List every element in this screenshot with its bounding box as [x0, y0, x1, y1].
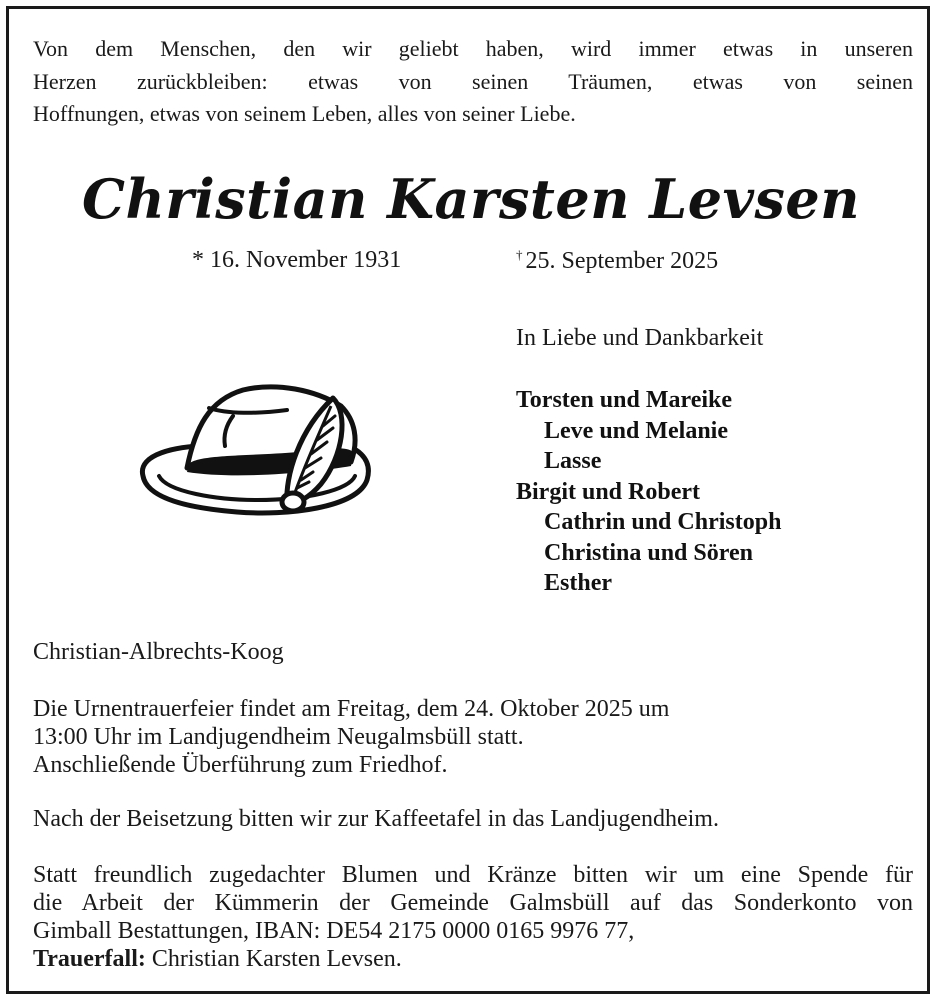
family-list	[516, 385, 781, 599]
family-member: Lasse	[544, 448, 602, 474]
coffee-notice: Nach der Beisetzung bitten wir zur Kaffeetafel in das Landjugendheim.	[33, 806, 719, 832]
birth-symbol: *	[192, 247, 204, 273]
ceremony-line: 13:00 Uhr im Landjugendheim Neugalmsbüll statt.	[33, 724, 524, 750]
quote-line: Hoffnungen, etwas von seinem Leben, alles von seiner Liebe.	[33, 101, 576, 126]
thanks-line: In Liebe und Dankbarkeit	[516, 325, 764, 351]
family-member: Leve und Melanie	[544, 417, 728, 444]
donation-line: die Arbeit der Kümmerin der Gemeinde Galmsbüll auf das Sonderkonto von	[33, 890, 913, 916]
donation-line: Gimball Bestattungen, IBAN: DE54 2175 0000 0165 9976 77,	[33, 918, 635, 944]
ceremony-line: Anschließende Überführung zum Friedhof.	[33, 752, 448, 778]
ceremony-notice	[33, 695, 913, 779]
birth-date	[192, 247, 401, 274]
obituary-frame	[6, 6, 930, 994]
ceremony-line: Die Urnentrauerfeier findet am Freitag, dem 24. Oktober 2025 um	[33, 696, 670, 722]
donation-line: Statt freundlich zugedachter Blumen und Kränze bitten wir um eine Spende für	[33, 862, 913, 888]
case-label: Trauerfall:	[33, 946, 146, 972]
family-member: Christina und Sören	[544, 539, 753, 566]
quote-line: Herzen zurückbleiben: etwas von seinen Träumen, etwas von seinen	[33, 68, 913, 94]
family-member: Esther	[544, 570, 612, 596]
quote-line: Von dem Menschen, den wir geliebt haben, wird immer etwas in unseren	[33, 36, 913, 61]
donation-notice	[33, 861, 913, 973]
memorial-quote	[33, 33, 913, 131]
death-cross-symbol: †	[516, 247, 523, 262]
case-line	[33, 945, 913, 973]
death-date-text: 25. September 2025	[525, 248, 719, 274]
family-member: Torsten und Mareike	[516, 387, 733, 413]
case-value: Christian Karsten Levsen.	[145, 946, 402, 972]
death-date	[516, 247, 718, 275]
family-member: Cathrin und Christoph	[544, 509, 782, 535]
birth-date-text: 16. November 1931	[210, 247, 402, 273]
residence-place: Christian-Albrechts-Koog	[33, 639, 284, 665]
hat-with-feather-icon	[137, 384, 377, 524]
family-member: Birgit und Robert	[516, 478, 701, 505]
deceased-name: Christian Karsten Levsen	[82, 167, 860, 231]
